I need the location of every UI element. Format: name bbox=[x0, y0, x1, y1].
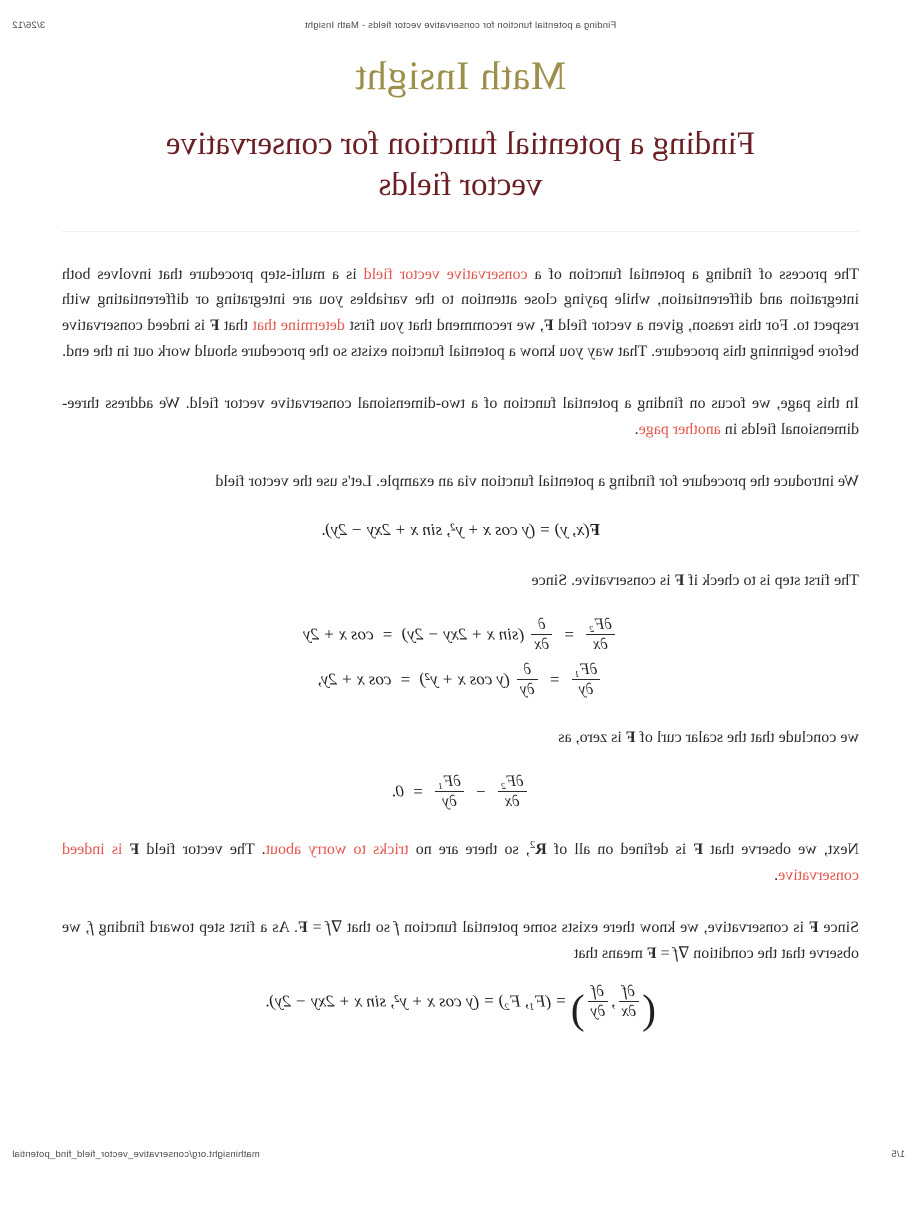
p1-text-e: is indeed conservative before beginning this procedure. That way you know a potential function exists so the procedure should work out in the end. bbox=[61, 317, 859, 361]
paragraph-scalar-curl bbox=[62, 725, 859, 751]
p4-text-b: is conservative. Since bbox=[531, 572, 675, 590]
eq1-equals: = bbox=[540, 519, 550, 539]
eq4-num-df-2: ∂f bbox=[591, 982, 604, 1000]
p1-text-c: , we recommend that you first bbox=[344, 317, 544, 335]
p6-symbol-F-2: F bbox=[129, 841, 140, 859]
eq4-close-paren: ) bbox=[570, 986, 585, 1033]
paragraph-intro bbox=[62, 262, 859, 366]
eq2-op-num-2: ∂ bbox=[523, 661, 532, 679]
eq3-frac-dF2-dx bbox=[498, 773, 527, 811]
article-content bbox=[61, 44, 859, 1033]
eq3-num-dF1: ∂F₁ bbox=[438, 773, 461, 791]
link-another-page[interactable]: another page bbox=[638, 421, 721, 439]
p7-text-e: , we observe that the condition bbox=[61, 918, 859, 962]
eq2-op-den-1: ∂x bbox=[531, 634, 552, 654]
eq4-open-paren: ( bbox=[642, 986, 657, 1033]
link-conservative-vector-field[interactable]: conservative vector field bbox=[363, 265, 528, 283]
p1-symbol-F-1: F bbox=[543, 317, 554, 335]
eq2-num-dF1: ∂F₁ bbox=[574, 661, 598, 679]
page-title: Finding a potential function for conservative vector fields bbox=[165, 126, 756, 204]
p6-symbol-R: R bbox=[535, 841, 547, 859]
p7-symbol-f-2: f bbox=[326, 918, 331, 936]
site-logo[interactable]: Math Insight bbox=[354, 53, 567, 98]
eq1-symbol-F: F bbox=[589, 519, 601, 539]
eq2-frac-dF2-dx bbox=[586, 616, 615, 654]
eq3-minus: − bbox=[476, 781, 486, 801]
eq2-arg-2: (y cos x + y²) bbox=[419, 669, 510, 689]
p6-text-d: . The vector field bbox=[139, 841, 266, 859]
eq2-arg-1: (sin x + 2xy − 2y) bbox=[401, 624, 525, 644]
p7-equals-1: = bbox=[307, 918, 327, 936]
p6-text-c: , so there are no bbox=[408, 841, 530, 859]
eq3-num-dF2: ∂F₂ bbox=[500, 773, 524, 791]
p4-symbol-F: F bbox=[674, 572, 685, 590]
eq1-rhs: (y cos x + y², sin x + 2xy − 2y). bbox=[320, 519, 536, 539]
eq4-num-df-1: ∂f bbox=[622, 982, 635, 1000]
eq1-arguments: (x, y) bbox=[554, 519, 590, 539]
p7-equals-2: = bbox=[656, 944, 674, 962]
eq4-equals-2: = bbox=[484, 991, 494, 1011]
eq4-comma: , bbox=[611, 991, 616, 1011]
eq4-frac-df-dx bbox=[619, 983, 640, 1021]
p7-text-d: . As a first step toward finding bbox=[93, 918, 298, 936]
p6-text-f: . bbox=[774, 866, 779, 884]
link-is-indeed-conservative[interactable]: is indeed conservative bbox=[62, 841, 859, 884]
equation-partial-F1-y bbox=[62, 661, 859, 699]
print-footer-page-number: 1/5 bbox=[891, 1149, 905, 1160]
p6-text-b: is defined on all of bbox=[546, 841, 694, 859]
p7-text-b: is conservative, we know there exists some potential function bbox=[399, 918, 809, 936]
equation-gradient-components bbox=[62, 982, 859, 1033]
eq3-den-dx: ∂x bbox=[498, 791, 527, 811]
eq4-den-dx: ∂x bbox=[619, 1001, 640, 1021]
equation-scalar-curl-zero bbox=[62, 773, 859, 811]
eq2-result-2: cos x + 2y, bbox=[317, 669, 392, 689]
eq2-op-num-1: ∂ bbox=[537, 616, 546, 634]
print-footer-url: mathinsight.org/conservative_vector_field_find_potential bbox=[12, 1149, 260, 1160]
p7-text-a: Since bbox=[818, 918, 859, 936]
eq4-components: (F₁, F₂) bbox=[498, 991, 552, 1011]
eq2-result-1: cos x + 2y bbox=[303, 624, 374, 644]
p3-text-a: We introduce the procedure for finding a potential function via an example. Let's use the vector field bbox=[215, 472, 859, 490]
p1-text-d: that bbox=[219, 317, 253, 335]
eq4-rhs: (y cos x + y², sin x + 2xy − 2y). bbox=[264, 991, 480, 1011]
eq2-num-dF2: ∂F₂ bbox=[589, 616, 612, 634]
p1-symbol-F-2: F bbox=[209, 317, 220, 335]
equation-vector-field-definition bbox=[62, 517, 859, 543]
eq2-equals-4: = bbox=[400, 669, 411, 689]
p6-text-e bbox=[122, 841, 129, 858]
p7-symbol-f-3: f bbox=[89, 918, 94, 936]
eq4-frac-df-dy bbox=[588, 983, 609, 1021]
p7-gradient-icon-2: ∇ bbox=[678, 944, 690, 962]
eq2-equals-1: = bbox=[564, 624, 574, 644]
eq2-equals-2: = bbox=[382, 624, 393, 644]
paragraph-scope bbox=[62, 391, 859, 443]
eq2-frac-dF1-dy bbox=[572, 661, 601, 699]
eq4-den-dy: ∂y bbox=[588, 1001, 609, 1021]
p7-symbol-F-1: F bbox=[808, 918, 819, 936]
p2-text-a: In this page, we focus on finding a potential function of a two-dimensional conservative vector field. We address three-dimensional fields in bbox=[62, 395, 859, 439]
p6-symbol-F-1: F bbox=[693, 841, 704, 859]
title-divider bbox=[62, 231, 859, 232]
p1-text-a: The process of finding a potential function of a bbox=[527, 265, 859, 283]
equation-partial-F2-x bbox=[62, 616, 859, 654]
p7-text-c: so that bbox=[342, 918, 395, 936]
eq3-den-dy: ∂y bbox=[435, 791, 464, 811]
link-determine-that[interactable]: determine that bbox=[252, 317, 345, 335]
eq2-op-den-2: ∂y bbox=[517, 679, 538, 699]
p7-gradient-icon-1: ∇ bbox=[330, 918, 343, 936]
eq3-frac-dF1-dy bbox=[435, 773, 464, 811]
p7-symbol-F-2: F bbox=[297, 918, 308, 936]
eq4-equals-1: = bbox=[556, 991, 566, 1011]
p4-text-a: The first step is to check if bbox=[684, 572, 859, 590]
paragraph-example-intro bbox=[62, 469, 859, 495]
p2-text-b: . bbox=[634, 421, 639, 439]
paragraph-domain-check bbox=[62, 837, 859, 889]
p6-symbol-R-exponent: 2 bbox=[529, 839, 536, 852]
p5-symbol-F: F bbox=[625, 729, 636, 747]
p7-symbol-f-1: f bbox=[394, 918, 400, 936]
eq3-result: 0. bbox=[391, 781, 405, 801]
eq2-equals-3: = bbox=[549, 669, 560, 689]
p7-text-g: means that bbox=[573, 944, 647, 962]
print-header-date: 3/26/12 bbox=[12, 20, 46, 31]
p7-symbol-F-3: F bbox=[646, 944, 657, 962]
p5-text-a: we conclude that the scalar curl of bbox=[635, 729, 859, 747]
paragraph-first-step bbox=[62, 568, 859, 594]
eq2-den-dy: ∂y bbox=[572, 679, 601, 699]
paragraph-potential-function bbox=[62, 915, 859, 967]
eq2-den-dx: ∂x bbox=[586, 634, 615, 654]
eq2-frac-operator-dx bbox=[531, 616, 552, 654]
p6-text-a: Next, we observe that bbox=[703, 841, 859, 859]
eq2-frac-operator-dy bbox=[517, 661, 538, 699]
equation-partial-derivatives bbox=[62, 616, 859, 699]
eq3-equals: = bbox=[413, 781, 423, 801]
link-tricks-to-worry-about[interactable]: tricks to worry about bbox=[265, 841, 409, 859]
print-header-doc-title: Finding a potential function for conservative vector fields - Math Insight bbox=[304, 20, 617, 31]
p7-symbol-f-4: f bbox=[673, 944, 679, 962]
p5-text-b: is zero, as bbox=[558, 729, 626, 747]
p1-text-b: is a multi-step procedure that involves both integration and differentiation, while paying close attention to the variables you are integrating or differentiating with respect to. For this reason, given a vector field bbox=[62, 265, 859, 335]
